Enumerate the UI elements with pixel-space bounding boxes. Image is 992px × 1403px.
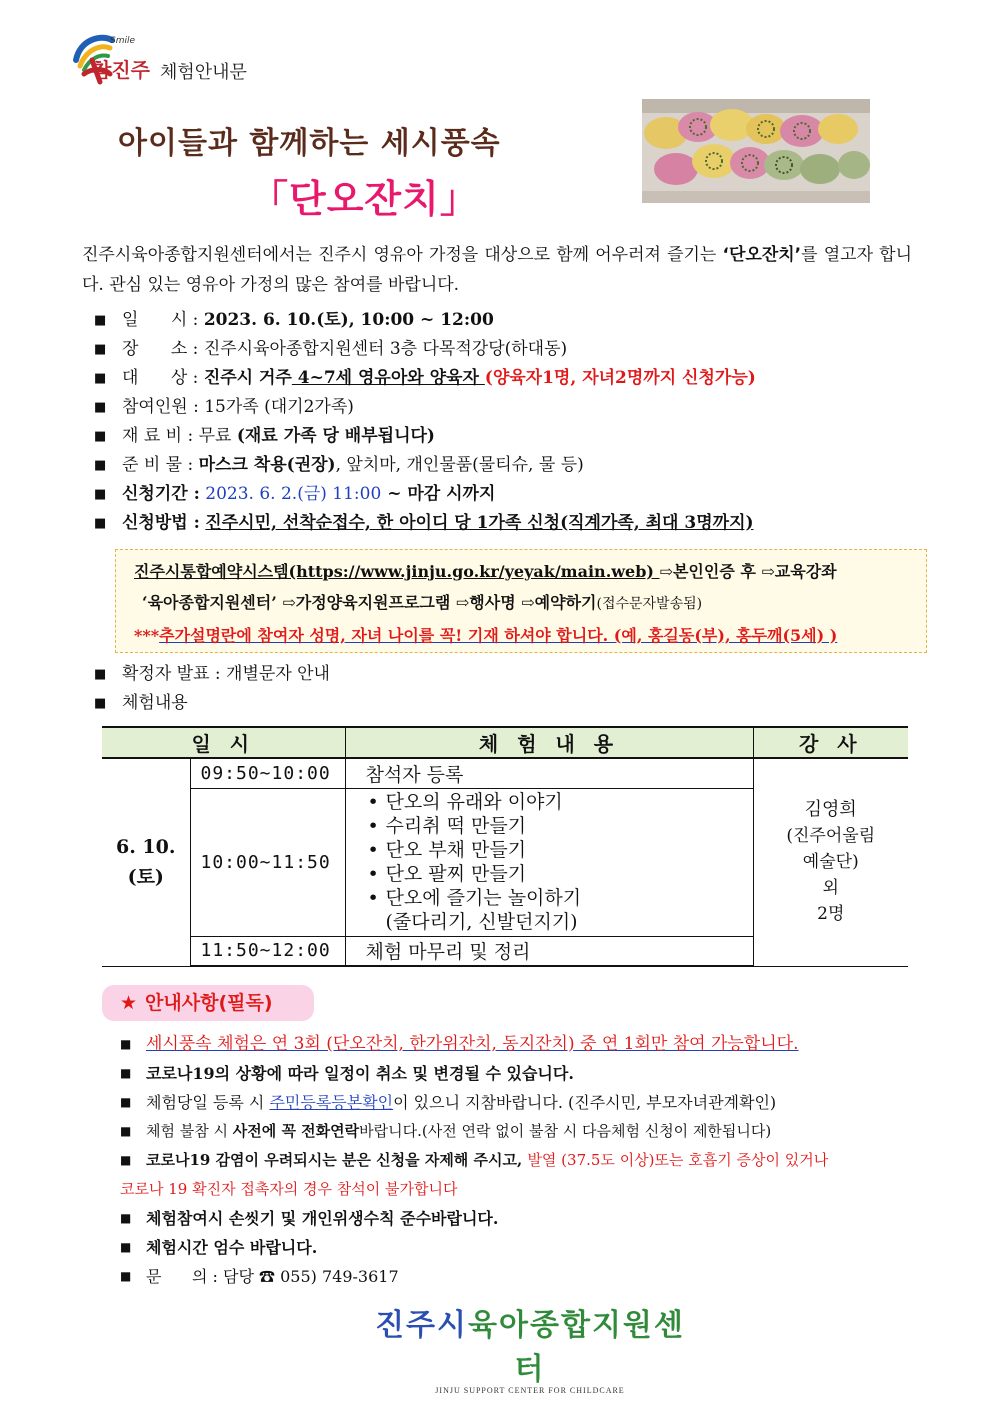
list-item: • 단오의 유래와 이야기 xyxy=(366,790,753,814)
footer-logo: 진주시육아종합지원센터 JINJU SUPPORT CENTER FOR CHILDCARE xyxy=(375,1308,685,1395)
page-title: 아이들과 함께하는 세시풍속 xyxy=(118,126,501,161)
notice-item: ■ 체험당일 등록 시 주민등록등본확인이 있으니 지참바랍니다. (진주시민, 부모자녀관계확인) xyxy=(120,1088,920,1117)
intro-text-end: 를 열고자 합니다. 관심 있는 영유아 가정의 많은 참여를 바랍니다. xyxy=(82,245,913,295)
logo-text: 참진주 xyxy=(92,58,150,82)
notice-item: ■ 코로나19 감염이 우려되시는 분은 신청을 자제해 주시고, 발열 (37.5도 이상)또는 호흡기 증상이 있거나 xyxy=(120,1146,920,1175)
info-announcement: ■ 확정자 발표 : 개별문자 안내 xyxy=(94,660,924,689)
notice-item: ■ 체험참여시 손씻기 및 개인위생수칙 준수바랍니다. xyxy=(120,1204,920,1233)
intro-text: 진주시육아종합지원센터에서는 진주시 영유아 가정을 대상으로 함께 어우러져 즐기는 xyxy=(82,245,723,265)
schedule-date: 6. 10. (토) xyxy=(102,758,190,966)
contact-info: ■ 문 의 : 담당 ☎ 055) 749-3617 xyxy=(120,1262,920,1291)
reservation-system-link[interactable]: 진주시통합예약시스템(https://www.jinju.go.kr/yeyak/main.web) xyxy=(134,562,660,581)
schedule-time: 11:50~12:00 xyxy=(190,936,345,966)
info-fee: ■ 재 료 비 : 무료 (재료 가족 당 배부됩니다) xyxy=(94,422,924,451)
howto-line-3: ***추가설명란에 참여자 성명, 자녀 나이를 꼭! 기재 하셔야 합니다. (예, 홍길동(부), 홍두깨(5세) ) xyxy=(134,626,838,645)
list-item: • 단오에 즐기는 놀이하기 xyxy=(366,886,753,910)
phone-icon: ☎ xyxy=(259,1267,276,1286)
logo-small-text: Smile xyxy=(110,36,136,46)
rice-cake-photo xyxy=(642,99,870,203)
info-target: ■ 대 상 : 진주시 거주 4~7세 영유아와 양육자 (양육자1명, 자녀2명까지 신청가능) xyxy=(94,364,924,393)
info-place: ■ 장 소 : 진주시육아종합지원센터 3층 다목적강당(하대동) xyxy=(94,335,924,364)
info-participants: ■ 참여인원 : 15가족 (대기2가족) xyxy=(94,393,924,422)
list-item: • 단오 팔찌 만들기 xyxy=(366,862,753,886)
document-type-label: 체험안내문 xyxy=(160,62,247,83)
info-method: ■ 신청방법 : 진주시민, 선착순접수, 한 아이디 당 1가족 신청(직계가족, 최대 3명까지) xyxy=(94,509,924,538)
notice-item-continued: 코로나 19 확진자 접촉자의 경우 참석이 불가합니다 xyxy=(120,1180,458,1198)
schedule-content: 참석자 등록 xyxy=(345,758,753,788)
table-header-instructor: 강 사 xyxy=(753,727,908,758)
schedule-content: 체험 마무리 및 정리 xyxy=(345,936,753,966)
list-item: • 수리취 떡 만들기 xyxy=(366,814,753,838)
notice-item: ■ 코로나19의 상황에 따라 일정이 취소 및 변경될 수 있습니다. xyxy=(120,1059,920,1088)
intro-highlight: ‘단오잔치’ xyxy=(722,245,802,265)
schedule-instructor: 김영희 (진주어울림 예술단) 외 2명 xyxy=(753,758,908,966)
notice-list xyxy=(120,1030,920,1291)
schedule-time: 10:00~11:50 xyxy=(190,788,345,936)
howto-line-1: 진주시통합예약시스템(https://www.jinju.go.kr/yeyak/main.web) ⇨본인인증 후 ⇨교육강좌 xyxy=(134,562,837,581)
notice-item: ■ 체험 불참 시 사전에 꼭 전화연락바랍니다.(사전 연락 없이 불참 시 다음체험 신청이 제한됩니다) xyxy=(120,1117,920,1146)
page-subtitle: 「단오잔치」 xyxy=(250,177,479,221)
star-icon: ★ xyxy=(120,992,138,1014)
info-date: ■ 일 시 : 2023. 6. 10.(토), 10:00 ~ 12:00 xyxy=(94,306,924,335)
list-item: • 단오 부채 만들기 xyxy=(366,838,753,862)
notice-heading: ★ 안내사항(필독) xyxy=(102,985,314,1021)
schedule-content xyxy=(345,788,753,936)
info-supplies: ■ 준 비 물 : 마스크 착용(권장), 앞치마, 개인물품(물티슈, 물 등) xyxy=(94,451,924,480)
schedule-table xyxy=(102,726,908,967)
table-header-date: 일 시 xyxy=(102,727,345,758)
table-header-content: 체 험 내 용 xyxy=(345,727,753,758)
table-row xyxy=(102,758,908,788)
application-instructions-box xyxy=(115,549,927,653)
info-content-label: ■ 체험내용 xyxy=(94,689,924,718)
howto-line-2: ‘육아종합지원센터’ ⇨가정양육지원프로그램 ⇨행사명 ⇨예약하기(접수문자발송됨) xyxy=(142,593,703,612)
schedule-time: 09:50~10:00 xyxy=(190,758,345,788)
intro-paragraph xyxy=(82,240,912,300)
notice-item: ■ 세시풍속 체험은 연 3회 (단오잔치, 한가위잔치, 동지잔치) 중 연 1회만 참여 가능합니다. xyxy=(120,1030,920,1059)
event-info-list xyxy=(94,306,924,538)
list-item-extra: (줄다리기, 신발던지기) xyxy=(385,911,578,933)
notice-item: ■ 체험시간 엄수 바랍니다. xyxy=(120,1233,920,1262)
extra-info-list xyxy=(94,660,924,718)
info-period: ■ 신청기간 : 2023. 6. 2.(금) 11:00 ~ 마감 시까지 xyxy=(94,480,924,509)
